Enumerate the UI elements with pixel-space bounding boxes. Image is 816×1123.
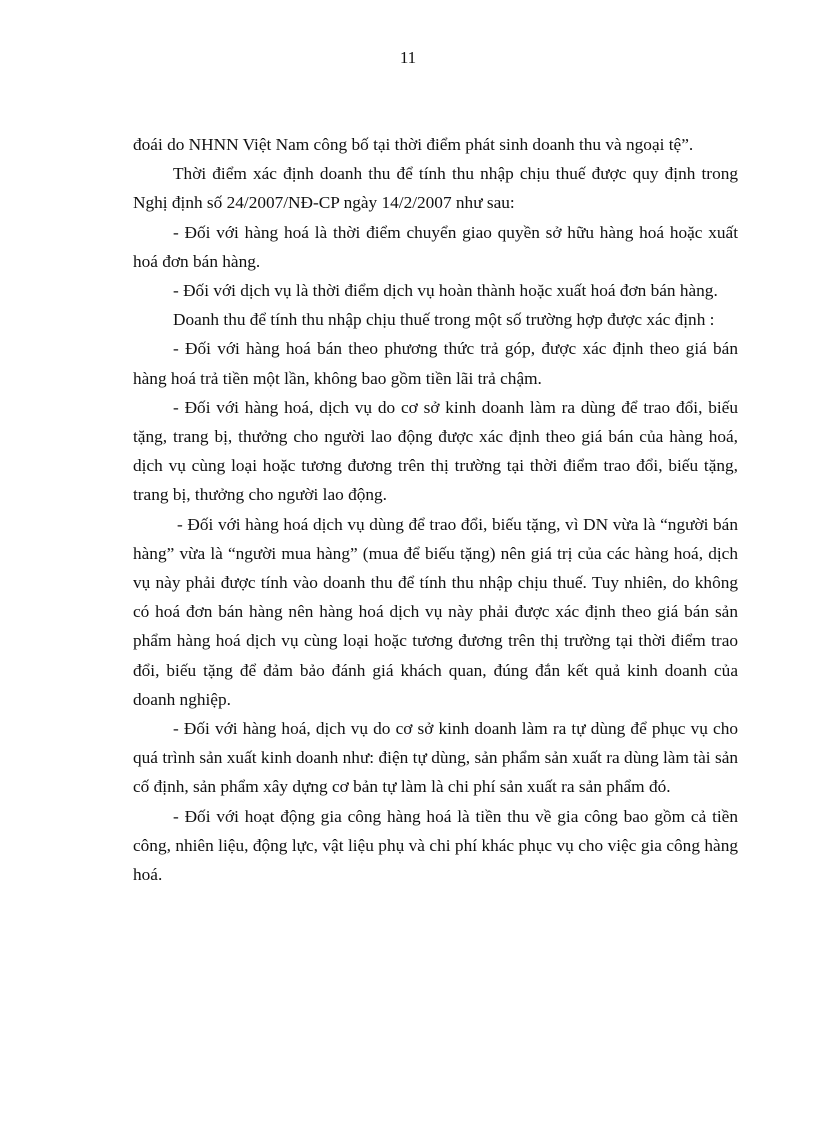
document-body [133, 130, 738, 889]
paragraph-self-use: - Đối với hàng hoá, dịch vụ do cơ sở kinh doanh làm ra tự dùng để phục vụ cho quá trình sản xuất kinh doanh như: điện tự dùng, sản phẩm sản xuất ra dùng làm tài sản cố định, sản phẩm xây dựng cơ bản tự làm là chi phí sản xuất ra sản phẩm đó. [133, 719, 738, 797]
paragraph-exchange-gifts-employees: - Đối với hàng hoá, dịch vụ do cơ sở kinh doanh làm ra dùng để trao đổi, biếu tặng, trang bị, thưởng cho người lao động được xác định theo giá bán của hàng hoá, dịch vụ cùng loại hoặc tương đương trên thị trường tại thời điểm trao đổi, biếu tặng, trang bị, thưởng cho người lao động. [133, 397, 738, 505]
paragraph-processing: - Đối với hoạt động gia công hàng hoá là tiền thu về gia công bao gồm cả tiền công, nhiên liệu, động lực, vật liệu phụ và chi phí khác phục vụ cho việc gia công hàng hoá. [133, 806, 738, 885]
paragraph-special-cases-intro: Doanh thu để tính thu nhập chịu thuế trong một số trường hợp được xác định : [173, 310, 715, 330]
paragraph-exchange-gifts-valuation: - Đối với hàng hoá dịch vụ dùng để trao đổi, biếu tặng, vì DN vừa là “người bán hàng” vừa là “người mua hàng” (mua để biếu tặng) nên giá trị của các hàng hoá, dịch vụ này phải được tính vào doanh thu để tính thu nhập chịu thuế. Tuy nhiên, do không có hoá đơn bán hàng nên hàng hoá dịch vụ này phải được xác định theo giá bán sản phẩm hàng hoá dịch vụ cùng loại hoặc tương đương trên thị trường tại thời điểm trao đổi, biếu tặng để đảm bảo đánh giá khách quan, đúng đắn kết quả kinh doanh của doanh nghiệp. [133, 514, 738, 709]
paragraph-services-timing: - Đối với dịch vụ là thời điểm dịch vụ hoàn thành hoặc xuất hoá đơn bán hàng. [173, 281, 718, 301]
page-number: 11 [399, 48, 417, 67]
paragraph-revenue-timing: Thời điểm xác định doanh thu để tính thu nhập chịu thuế được quy định trong Nghị định số 24/2007/NĐ-CP ngày 14/2/2007 như sau: [133, 164, 738, 213]
paragraph-goods-timing: - Đối với hàng hoá là thời điểm chuyển giao quyền sở hữu hàng hoá hoặc xuất hoá đơn bán hàng. [133, 222, 738, 271]
paragraph-continuation: đoái do NHNN Việt Nam công bố tại thời điểm phát sinh doanh thu và ngoại tệ”. [133, 135, 694, 154]
paragraph-installment-sales: - Đối với hàng hoá bán theo phương thức trả góp, được xác định theo giá bán hàng hoá trả tiền một lần, không bao gồm tiền lãi trả chậm. [133, 339, 738, 388]
